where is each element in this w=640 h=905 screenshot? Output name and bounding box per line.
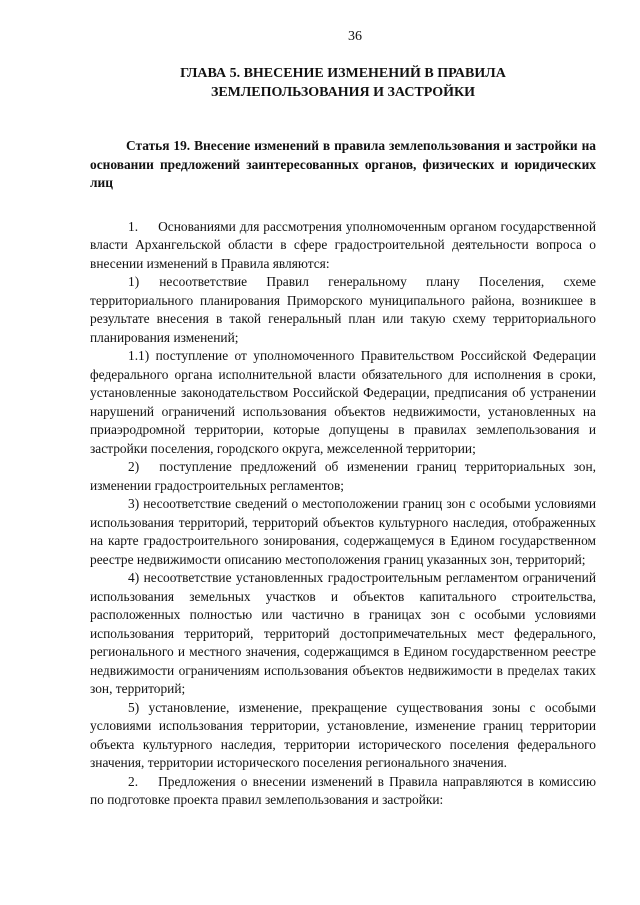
paragraph-item-2: 2) поступление предложений об изменении границ территориальных зон, изменении градостроительных регламентов; [90,459,596,493]
paragraph-item-1-1: 1.1) поступление от уполномоченного Правительством Российской Федерации федерального органа исполнительной власти обязательного для исполнения в сроки, установленные законодательством Российской Федерации, предписания об устранении нарушений ограничений использования объектов недвижимости, установленных на приаэродромной территории, которые допущены в правилах землепользования и застройки поселения, городского округа, межселенной территории; [90,348,596,456]
chapter-title [90,64,596,102]
paragraph-item-1: 1) несоответствие Правил генеральному плану Поселения, схеме территориального планирования Приморского муниципального района, возникшее в результате внесения в такой генеральный план или такую схему территориального планирования изменений; [90,274,596,345]
chapter-title-line-2: ЗЕМЛЕПОЛЬЗОВАНИЯ И ЗАСТРОЙКИ [210,85,476,100]
document-page [90,28,596,810]
paragraph-1: 1. Основаниями для рассмотрения уполномоченным органом государственной власти Архангельской области в сфере градостроительной деятельности вопроса о внесении изменений в Правила являются: [90,218,596,271]
article-title: Статья 19. Внесение изменений в правила землепользования и застройки на основании предложений заинтересованных органов, физических и юридических лиц [90,138,596,190]
paragraph-item-3: 3) несоответствие сведений о местоположении границ зон с особыми условиями использования территорий, территорий объектов культурного наследия, отображенных на карте градостроительного зонирования, содержащемуся в Едином государственном реестре недвижимости описанию местоположения границ указанных зон, территорий; [90,496,596,567]
paragraph-2: 2. Предложения о внесении изменений в Правила направляются в комиссию по подготовке проекта правил землепользования и застройки: [90,773,596,807]
page-number: 36 [348,29,362,44]
paragraph-item-5: 5) установление, изменение, прекращение существования зоны с особыми условиями использования территории, установление, изменение границ территории объекта культурного наследия, территории исторического поселения федерального значения, территории исторического поселения регионального значения. [90,699,596,770]
paragraph-item-4: 4) несоответствие установленных градостроительным регламентом ограничений использования земельных участков и объектов капитального строительства, расположенных полностью или частично в границах зон с особыми условиями использования территорий, территорий достопримечательных мест федерального, регионального и местного значения, содержащимся в Едином государственном реестре недвижимости ограничениям использования объектов недвижимости в пределах таких зон, территорий; [90,570,596,696]
chapter-title-line-1: ГЛАВА 5. ВНЕСЕНИЕ ИЗМЕНЕНИЙ В ПРАВИЛА [180,66,506,81]
